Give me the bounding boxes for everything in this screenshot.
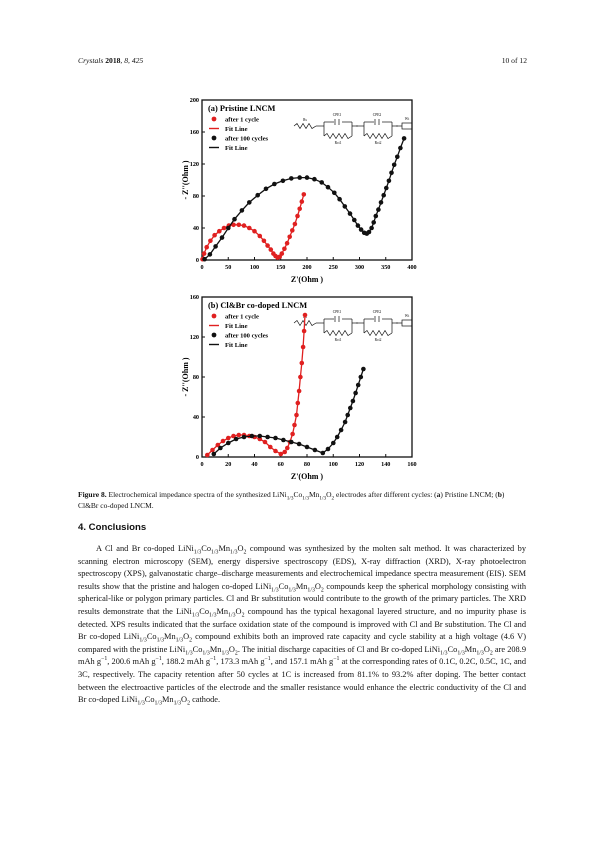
series-1-cycle-point [300,361,305,366]
series-100-cycles-point [234,437,239,442]
subscript: 1/3 [319,495,327,502]
series-100-cycles-point [376,207,381,212]
resistor-rct [364,331,392,336]
x-tick-label: 250 [328,264,338,271]
text: at the corresponding rates of 0.1C, 0.2C, 0.5C, 1C, and 3C, respectively. The capacity retention after 50 cycles at 1C is increased from 81.1% to 93.2% after doping. The better contact between the electroactive particles of the electrode and the smaller resistance would enhance the electric conductivity of the Cl and Br co-doped LiNi [78,657,526,705]
series-100-cycles-point [356,383,361,388]
series-1-cycle-point [268,445,273,450]
circuit-label: Rct2 [374,338,382,342]
series-100-cycles-point [371,220,376,225]
text: O [183,632,190,642]
y-tick-label: 0 [195,454,199,461]
series-1-cycle-point [269,247,274,252]
series-100-cycles-point [250,434,255,439]
legend-label: Fit Line [225,126,248,133]
series-1-cycle-point [290,228,295,233]
circuit-label: CPE1 [332,113,342,117]
series-1-cycle-point [237,433,242,438]
caption-text: Co [293,490,303,499]
legend-label: after 1 cycle [225,116,259,124]
series-100-cycles-point [369,226,374,231]
text: Co [201,544,211,553]
series-100-cycles-point [242,435,247,440]
series-100-cycles-point [297,175,302,180]
subscript: 1/3 [288,587,296,594]
x-tick-label: 20 [225,461,232,468]
subscript: 1/3 [221,650,229,657]
series-100-cycles-point [402,136,407,141]
journal-name: Crystals [78,56,104,65]
x-tick-label: 50 [225,264,232,271]
series-1-cycle-point [258,234,263,239]
series-1-cycle-point [297,389,302,394]
subscript: 1/3 [440,650,448,657]
subscript: 2 [489,650,493,657]
text: Mn [464,644,477,654]
subscript: 1/3 [476,650,484,657]
series-1-cycle-point [202,251,207,256]
circuit-label: CPE1 [332,310,342,314]
text: Mn [164,632,176,642]
legend-label: after 100 cycles [225,135,269,143]
x-tick-label: 300 [354,264,365,271]
series-100-cycles-point [337,197,342,202]
circuit-label: Wt [404,314,410,318]
series-1-cycle-point [221,439,226,444]
series-100-cycles-point [247,200,252,205]
series-100-cycles-point [353,391,358,396]
text: Co [278,581,289,591]
series-100-cycles-point [395,155,400,160]
series-1-cycle-point [212,233,217,238]
series-1-cycle-point [237,223,242,228]
text: Co [192,644,203,654]
series-100-cycles-point [392,163,397,168]
series-100-cycles-point [289,176,294,181]
journal-year: 2018 [105,56,121,65]
section-heading: 4. Conclusions [78,522,147,533]
text: O [235,606,242,616]
text: , 200.6 mAh g [107,657,156,667]
text: Mn [218,544,231,553]
text: O [228,644,235,654]
x-tick-label: 0 [200,461,204,468]
series-1-cycle-point [205,453,210,458]
chart-panel-a [176,92,428,292]
series-100-cycles-point [258,434,263,439]
caption-label: Figure 8. [78,490,107,499]
y-tick-label: 80 [192,374,199,381]
subscript: 1/3 [175,637,184,644]
resistor-rct [324,134,352,139]
text: Co [144,695,155,705]
legend-label: after 100 cycles [225,332,269,340]
series-100-cycles-point [331,441,336,446]
warburg-element [402,123,412,129]
series-100-cycles-point [348,211,353,216]
panel-title: (b) Cl&Br co-doped LNCM [208,301,308,310]
subscript: 1/3 [230,549,238,556]
circuit-label: Rs [303,118,307,122]
series-100-cycles-point [281,438,286,443]
subscript: 1/3 [185,650,193,657]
series-1-cycle-point [293,222,298,227]
series-100-cycles-point [313,448,318,453]
subscript: 1/3 [307,587,315,594]
series-1-cycle-point [298,375,303,380]
subscript: 1/3 [137,700,145,707]
text: Co [199,606,210,616]
x-tick-label: 350 [381,264,391,271]
legend-label: after 1 cycle [225,313,259,321]
series-100-cycles-point [272,182,277,187]
superscript: −1 [210,656,217,663]
caption-text: Mn [308,490,320,499]
subscript: 2 [243,549,247,556]
y-axis-label: - Z''(Ohm ) [181,160,190,200]
series-1-cycle-point [252,229,257,234]
series-1-cycle-point [282,450,287,455]
page-number: 10 of 12 [501,56,527,65]
circuit-label: Rct1 [334,338,342,342]
series-100-cycles-point [381,193,386,198]
legend-label: Fit Line [225,323,248,330]
caption-text: O [326,490,332,499]
text: O [237,544,244,553]
subscript: 1/3 [193,549,202,556]
series-1-cycle-point [282,247,287,252]
x-tick-label: 60 [277,461,284,468]
journal-citation: , 8, 425 [120,56,144,65]
series-100-cycles-point [335,435,340,440]
caption-text: ) Pristine LNCM; ( [440,490,498,499]
series-100-cycles-point [220,235,225,240]
series-1-cycle-point [290,432,295,437]
legend-marker [212,117,217,122]
subscript: 1/3 [271,587,279,594]
y-axis-label: - Z''(Ohm ) [181,357,190,397]
text: compound exhibits both an improved rate capacity and cycle stability at a high voltage (4.6 V) compared with the pristine LiNi [78,632,526,654]
series-100-cycles-point [208,252,213,257]
series-1-cycle-point [292,423,297,428]
series-100-cycles-point [356,223,361,228]
text: Co [447,644,458,654]
warburg-element [402,320,412,326]
y-tick-label: 160 [189,294,199,301]
figure-caption [78,490,526,511]
series-1-cycle-point [303,313,308,318]
subscript: 1/3 [209,612,217,619]
subscript: 1/3 [139,637,147,644]
resistor-rs [294,124,316,129]
series-1-cycle-point [285,241,290,246]
x-tick-label: 140 [381,461,391,468]
subscript: 1/3 [154,700,162,707]
series-1-cycle-point [294,413,299,418]
text: , and 157.1 mAh g [270,657,334,667]
series-100-cycles-point [289,440,294,445]
series-1-cycle-point [300,199,305,204]
y-tick-label: 40 [192,414,199,421]
series-1-cycle-point [287,235,292,240]
subscript: 1/3 [173,700,182,707]
text: O [314,581,321,591]
superscript: −1 [101,656,108,663]
series-1-cycle-point [226,436,231,441]
y-tick-label: 0 [195,257,199,264]
series-1-cycle-point [279,452,284,457]
series-1-cycle-point [280,251,285,256]
x-axis-label: Z'(Ohm ) [290,472,324,481]
subscript: 1/3 [211,549,219,556]
series-1-cycle-point [265,243,270,248]
x-tick-label: 0 [200,264,204,271]
y-tick-label: 200 [189,97,199,104]
series-100-cycles-point [332,191,337,196]
circuit-label: Wt [404,117,410,121]
circuit-label: CPE2 [372,310,382,314]
series-100-cycles-point [339,428,344,433]
y-tick-label: 80 [192,193,199,200]
superscript: −1 [264,656,271,663]
subscript: 2 [234,650,238,657]
series-1-cycle-point [302,192,307,197]
text: O [483,644,490,654]
legend-marker [212,333,217,338]
subscript: 1/3 [156,637,165,644]
text: Mn [216,606,229,616]
series-100-cycles-point [305,175,310,180]
series-1-cycle-point [263,440,268,445]
series-100-cycles-point [202,257,207,262]
text: , 188.2 mAh g [161,657,211,667]
series-100-cycles-point [232,217,237,222]
text: A Cl and Br co-doped LiNi [96,544,194,553]
x-tick-label: 40 [251,461,258,468]
x-tick-label: 200 [302,264,312,271]
y-tick-label: 160 [189,129,199,136]
text: compound has the typical hexagonal layered structure, and no impurity phase is detected. XPS results indicated that the surface oxidation state of the compound is improved with Cl and Br substitution. The Cl and Br co-doped LiNi [78,606,526,642]
series-100-cycles-point [297,442,302,447]
series-100-cycles-point [374,214,379,219]
subscript: 2 [331,495,335,502]
series-100-cycles-point [343,204,348,209]
caption-panel-a: a [436,490,441,499]
series-100-cycles-point [398,146,403,151]
x-tick-label: 100 [328,461,338,468]
legend-marker [212,314,217,319]
circuit-label: Rct1 [334,141,342,145]
text: Mn [161,695,174,705]
chart-b-svg [176,293,428,485]
legend-label: Fit Line [225,342,248,349]
legend-label: Fit Line [225,145,248,152]
circuit-label: CPE2 [372,113,382,117]
series-100-cycles-point [218,446,223,451]
series-100-cycles-point [389,171,394,176]
text: compounds keep the spherical morphology consisting with spherical-like or polygon primary particles. Cl and Br substitution would contribute to the growth of the primary particles. The XRD results demonstrate that the LiNi [78,581,526,616]
circuit-inset [294,316,412,336]
legend-marker [212,136,217,141]
subscript: 1/3 [286,495,294,502]
circuit-inset [294,119,412,139]
series-100-cycles-point [264,187,269,192]
series-100-cycles-point [351,399,356,404]
resistor-rct [324,331,352,336]
series-1-cycle-point [242,223,247,228]
text: . The initial discharge capacities of Cl and Br co-doped LiNi [237,644,441,654]
caption-text: Electrochemical impedance spectra of the synthesized LiNi [108,490,287,499]
series-100-cycles-point [321,451,326,456]
subscript: 1/3 [228,612,236,619]
subscript: 1/3 [202,650,210,657]
x-tick-label: 80 [303,461,311,468]
plot-frame [202,297,412,457]
series-1-cycle-point [301,345,306,350]
plot-frame [202,100,412,260]
series-100-cycles-point [348,406,353,411]
series-1-cycle-point [295,214,300,219]
series-100-cycles-point [212,452,217,457]
series-1-cycle-point [204,245,209,250]
text: , 173.3 mAh g [216,657,265,667]
series-100-cycles-point [213,244,218,249]
series-100-cycles-point [312,177,317,182]
series-100-cycles-point [281,179,286,184]
series-100-cycles-point [343,420,348,425]
text: Co [146,632,157,642]
y-tick-label: 120 [189,334,199,341]
text: compound was synthesized by the molten salt method. It was characterized by scanning electron microscopy (SEM), energy dispersive spectroscopy (EDS), X-ray diffraction (XRD), X-ray photoelectron spectroscopy (XPS), galvanostatic charge–discharge measurements and electrochemical impedance spectra measurement (EIS). SEM results show that the pristine and halogen co-doped LiNi [78,544,527,591]
chart-a-svg [176,92,428,292]
series-1-cycle-point [222,226,227,231]
series-100-cycles-point [305,445,310,450]
series-1-cycle-point [285,446,290,451]
series-1-cycle-point [210,448,215,453]
series-100-cycles-point [226,226,231,231]
x-tick-label: 400 [407,264,417,271]
superscript: −1 [155,656,162,663]
resistor-rct [364,134,392,139]
panel-title: (a) Pristine LNCM [208,104,276,113]
text: Mn [295,581,308,591]
text: are 208.9 mAh g [78,644,526,667]
series-100-cycles-point [319,180,324,185]
caption-panel-b: b [497,490,502,499]
series-1-cycle-point [302,329,307,334]
circuit-label: Rct2 [374,141,382,145]
text: O [181,695,188,705]
subscript: 2 [320,587,324,594]
x-tick-label: 100 [249,264,260,271]
series-1-cycle-point [217,229,222,234]
series-100-cycles-point [384,186,389,191]
series-100-cycles-point [367,230,372,235]
conclusions-paragraph [78,543,526,707]
subscript: 1/3 [302,495,309,502]
series-100-cycles-point [326,447,331,452]
subscript: 1/3 [191,612,200,619]
subscript: 1/3 [457,650,465,657]
series-100-cycles-point [387,179,392,184]
x-tick-label: 160 [407,461,417,468]
x-tick-label: 150 [276,264,286,271]
series-1-cycle-point [247,226,252,231]
series-100-cycles-fit-line [205,135,405,259]
series-100-cycles-point [345,413,350,418]
series-1-cycle-point [297,207,302,212]
text: cathode. [189,695,221,705]
x-tick-label: 120 [354,461,365,468]
series-100-cycles-point [226,441,231,446]
series-1-cycle-point [208,239,213,244]
series-1-cycle-point [296,401,301,406]
series-100-cycles-point [326,185,331,190]
series-100-cycles-point [359,375,364,380]
caption-text: ) Cl&Br co-doped LNCM. [78,490,505,510]
series-100-cycles-point [255,193,260,198]
series-100-cycles-point [265,435,270,440]
superscript: −1 [333,656,340,663]
series-100-cycles-point [361,367,366,372]
subscript: 2 [187,700,190,707]
caption-text: electrodes after different cycles: ( [336,490,437,499]
subscript: 2 [189,637,193,644]
series-100-cycles-point [379,200,384,205]
chart-panel-b [176,293,428,485]
series-100-cycles-point [273,436,278,441]
series-1-cycle-fit-line [203,194,304,259]
series-1-cycle-point [262,239,267,244]
series-100-cycles-point [352,218,357,223]
y-tick-label: 120 [189,161,199,168]
series-1-cycle-point [273,449,278,454]
running-header [78,56,143,65]
text: Mn [209,644,222,654]
series-100-cycles-point [240,208,245,213]
subscript: 2 [241,612,245,619]
y-tick-label: 40 [192,225,199,232]
x-axis-label: Z'(Ohm ) [290,275,324,284]
